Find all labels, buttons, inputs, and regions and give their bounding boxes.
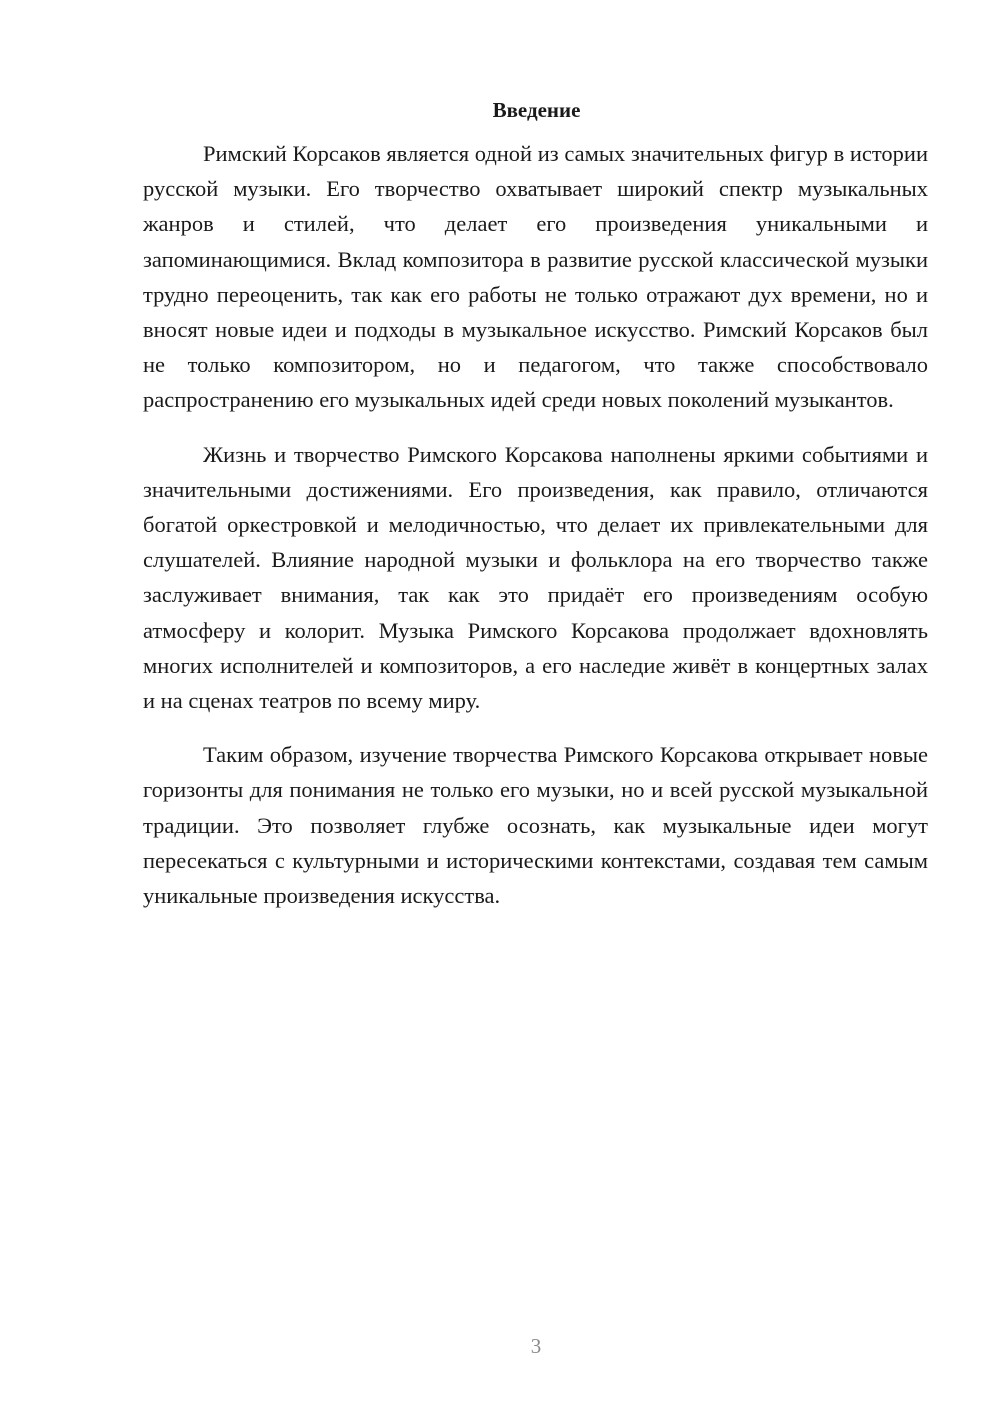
paragraph-2: Жизнь и творчество Римского Корсакова наполнены яркими событиями и значительными достижениями. Его произведения, как правило, отличаются богатой оркестровкой и мелодичностью, что делает их привлекательными для слушателей. Влияние народной музыки и фольклора на его творчество также заслуживает внимания, так как это придаёт его произведениям особую атмосферу и колорит. Музыка Римского Корсакова продолжает вдохновлять многих исполнителей и композиторов, а его наследие живёт в концертных залах и на сценах театров по всему миру.: [143, 441, 928, 714]
page-content: [143, 92, 928, 932]
paragraph-1: Римский Корсаков является одной из самых значительных фигур в истории русской музыки. Его творчество охватывает широкий спектр музыкальных жанров и стилей, что делает его произведения уникальными и запоминающимися. Вклад композитора в развитие русской классической музыки трудно переоценить, так как его работы не только отражают дух времени, но и вносят новые идеи и подходы в музыкальное искусство. Римский Корсаков был не только композитором, но и педагогом, что также способствовало распространению его музыкальных идей среди новых поколений музыкантов.: [143, 141, 928, 413]
section-title: Введение: [492, 98, 581, 122]
paragraph-3: Таким образом, изучение творчества Римского Корсакова открывает новые горизонты для понимания не только его музыки, но и всей русской музыкальной традиции. Это позволяет глубже осознать, как музыкальные идеи могут пересекаться с культурными и историческими контекстами, создавая тем самым уникальные произведения искусства.: [143, 742, 928, 909]
page-number: 3: [530, 1334, 542, 1358]
